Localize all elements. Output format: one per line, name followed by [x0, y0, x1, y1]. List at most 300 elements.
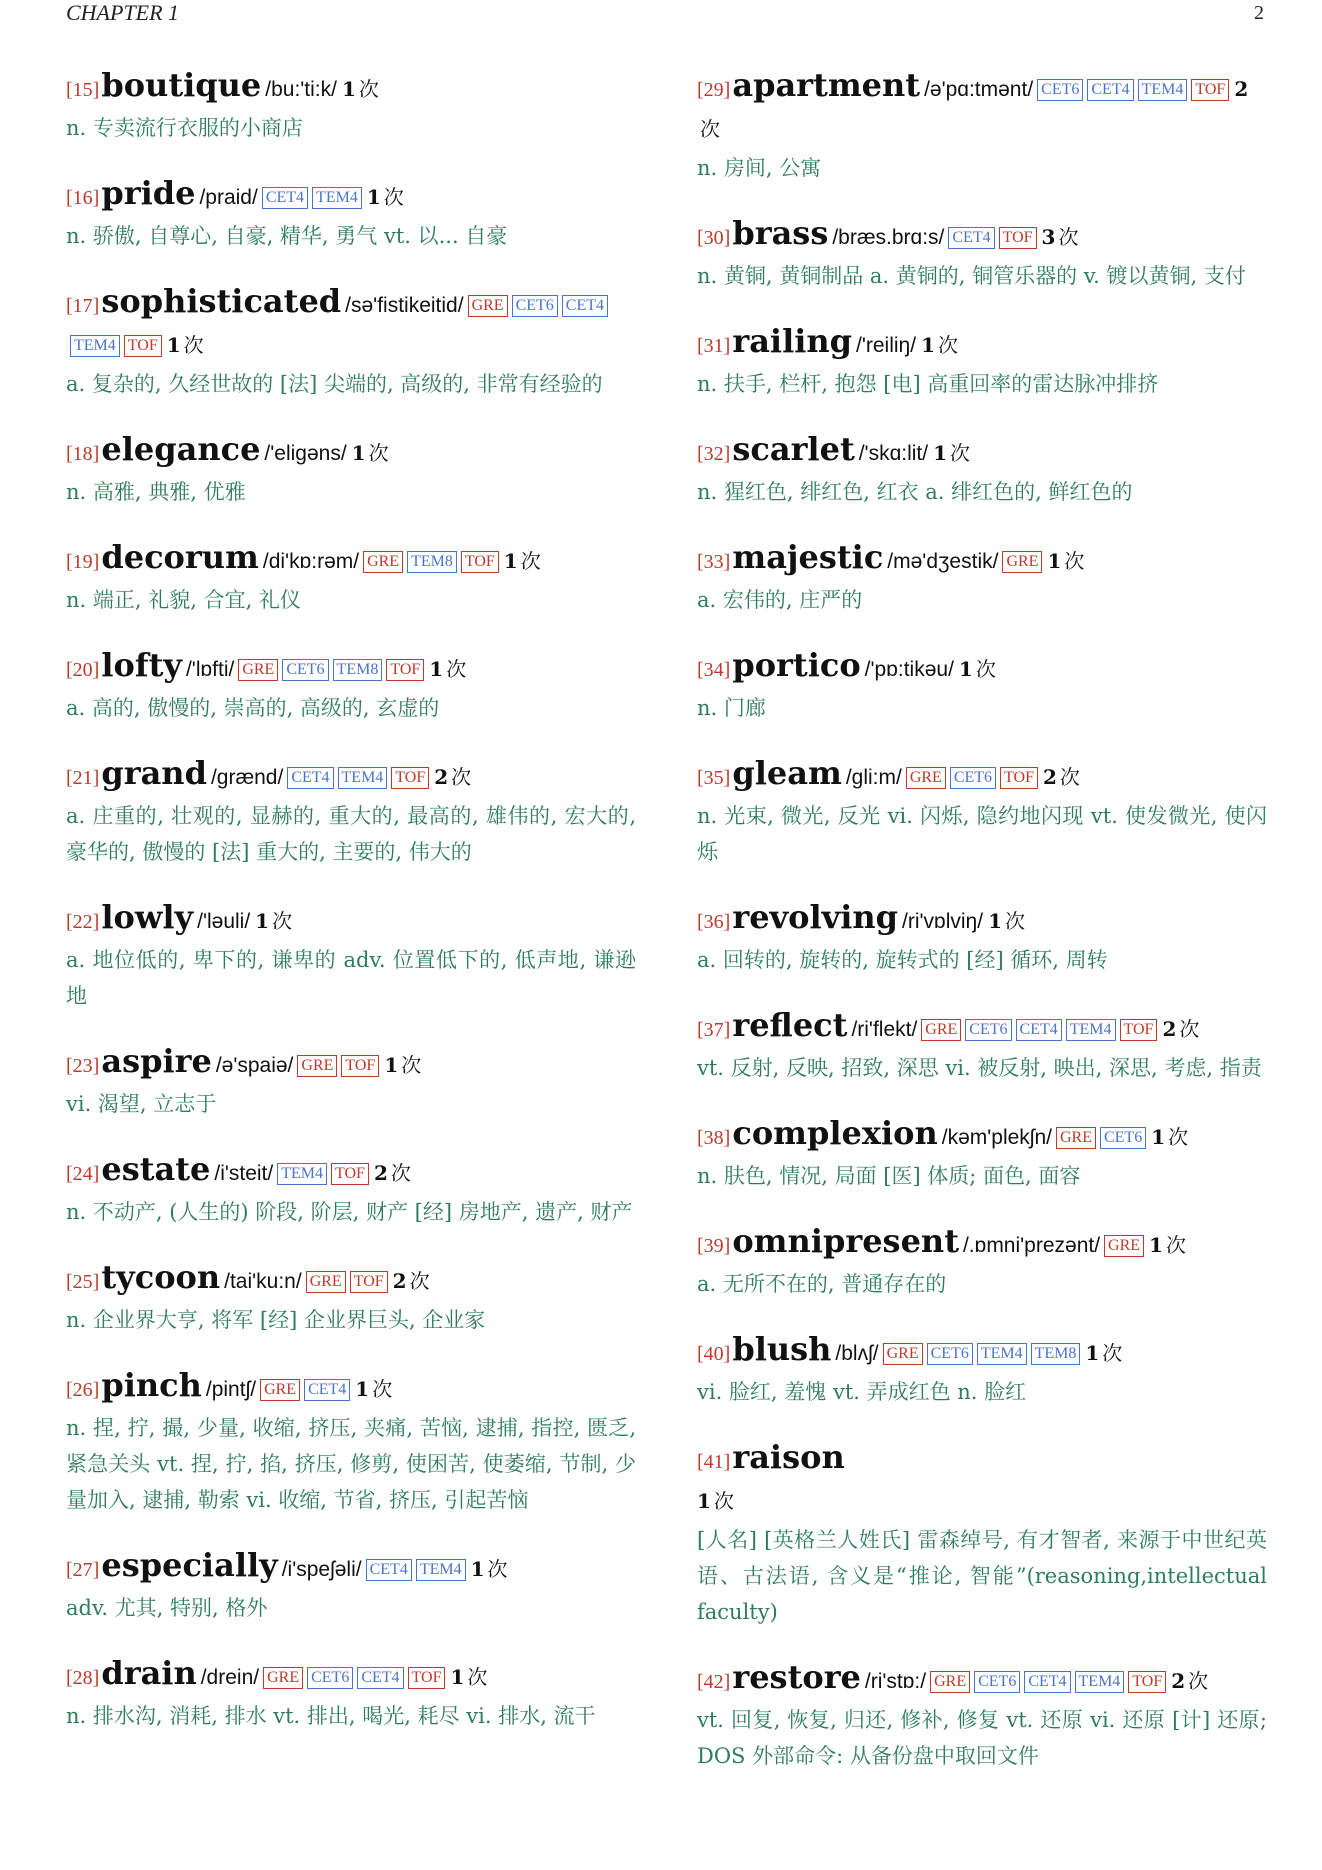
- exam-tag: GRE: [297, 1055, 337, 1077]
- entry-word: scarlet: [732, 430, 855, 468]
- count-number: 1: [355, 1377, 370, 1401]
- entry-definition: a. 无所不在的, 普通存在的: [697, 1272, 947, 1296]
- exam-tag: CET6: [307, 1667, 353, 1689]
- entry-pronunciation: /ə'spaiə/: [215, 1054, 294, 1077]
- entry-pronunciation: /i'steit/: [214, 1162, 274, 1185]
- entry-definition: n. 高雅, 典雅, 优雅: [66, 480, 246, 504]
- exam-tag: TEM8: [1031, 1343, 1081, 1365]
- exam-tag: CET6: [282, 659, 328, 681]
- count-number: 2: [373, 1161, 388, 1185]
- exam-tag: TOF: [331, 1163, 369, 1185]
- entry-count: [393, 1269, 430, 1293]
- vocab-entry: [697, 1658, 1267, 1774]
- entry-pronunciation: /bu:'ti:k/: [265, 78, 337, 101]
- count-unit: 次: [383, 185, 404, 209]
- exam-tag: GRE: [921, 1019, 961, 1041]
- count-unit: 次: [487, 1557, 508, 1581]
- entry-count: [988, 909, 1025, 933]
- count-number: 2: [434, 765, 449, 789]
- exam-tag: GRE: [260, 1379, 300, 1401]
- vocab-entry: [66, 898, 636, 1014]
- exam-tag: TOF: [1000, 767, 1038, 789]
- entry-headline: [697, 214, 1267, 258]
- entry-headline: [66, 174, 636, 218]
- count-unit: 次: [1168, 1125, 1189, 1149]
- count-unit: 次: [358, 77, 379, 101]
- entry-count: [1042, 225, 1079, 249]
- entry-pronunciation: /'pɒ:tikəu/: [864, 658, 954, 681]
- page-header: [66, 0, 1264, 30]
- entry-word: revolving: [732, 898, 899, 936]
- exam-tag: TOF: [1191, 79, 1229, 101]
- entry-index: [15]: [66, 79, 100, 101]
- vocab-entry: [697, 1006, 1267, 1086]
- entry-word: pinch: [101, 1366, 202, 1404]
- entry-headline: [66, 538, 636, 582]
- entry-headline: [66, 1546, 636, 1590]
- entry-pronunciation: /ri'stɒ:/: [864, 1670, 927, 1693]
- count-number: 1: [988, 909, 1002, 933]
- entry-pronunciation: /mə'dʒestik/: [887, 550, 999, 573]
- entry-pronunciation: /di'kɒ:rəm/: [262, 550, 360, 573]
- exam-tag: CET4: [1024, 1671, 1070, 1693]
- entry-word: omnipresent: [732, 1222, 959, 1260]
- entry-pronunciation: /i'speʃəli/: [281, 1558, 362, 1581]
- count-unit: 次: [390, 1161, 411, 1185]
- count-number: 1: [470, 1557, 485, 1581]
- exam-tag: TOF: [461, 551, 499, 573]
- count-unit: 次: [1102, 1341, 1123, 1365]
- entry-headline: [66, 898, 636, 942]
- exam-tag: TOF: [124, 335, 162, 357]
- exam-tag: GRE: [263, 1667, 303, 1689]
- count-number: 2: [1042, 765, 1057, 789]
- entry-count: [374, 1161, 411, 1185]
- entry-headline: [66, 1258, 636, 1302]
- entry-headline: [697, 1222, 1267, 1266]
- entry-pronunciation: /tai'ku:n/: [224, 1270, 302, 1293]
- entry-definition: n. 猩红色, 绯红色, 红衣 a. 绯红色的, 鲜红色的: [697, 480, 1133, 504]
- count-unit: 次: [950, 441, 970, 465]
- exam-tag: CET6: [1100, 1127, 1146, 1149]
- entry-word: lowly: [101, 898, 194, 936]
- count-number: 1: [1047, 549, 1062, 573]
- entry-definition: n. 扶手, 栏杆, 抱怨 [电] 高重回率的雷达脉冲排挤: [697, 372, 1159, 396]
- entry-count: [342, 77, 379, 101]
- exam-tag: CET4: [262, 187, 308, 209]
- entry-index: [18]: [66, 443, 100, 465]
- exam-tag: CET6: [974, 1671, 1020, 1693]
- entry-index: [39]: [697, 1235, 731, 1257]
- entry-headline: [697, 1114, 1267, 1158]
- exam-tag: TEM4: [1138, 79, 1188, 101]
- count-number: 1: [1085, 1341, 1100, 1365]
- vocab-entry: [697, 1222, 1267, 1302]
- count-number: 2: [392, 1269, 407, 1293]
- vocab-entry: [66, 538, 636, 618]
- count-number: 1: [958, 657, 973, 681]
- entry-count: [471, 1557, 508, 1581]
- exam-tag: GRE: [1056, 1127, 1096, 1149]
- entry-word: restore: [732, 1658, 861, 1696]
- entry-definition: vi. 渴望, 立志于: [66, 1092, 217, 1116]
- count-number: 1: [450, 1665, 465, 1689]
- entry-count: [504, 549, 541, 573]
- vocab-entry: [66, 430, 636, 510]
- entry-headline: [66, 282, 636, 366]
- count-number: 1: [429, 657, 444, 681]
- entry-word: gleam: [732, 754, 842, 792]
- entry-index: [21]: [66, 767, 100, 789]
- count-number: 1: [366, 185, 381, 209]
- chapter-title: CHAPTER 1: [66, 0, 180, 25]
- exam-tag: TOF: [408, 1667, 446, 1689]
- entry-headline: [697, 1006, 1267, 1050]
- entry-word: raison: [732, 1438, 845, 1476]
- count-number: 1: [697, 1489, 711, 1513]
- exam-tag: CET4: [287, 767, 333, 789]
- entry-headline: [697, 646, 1267, 690]
- entry-definition: a. 地位低的, 卑下的, 谦卑的 adv. 位置低下的, 低声地, 谦逊地: [66, 948, 636, 1008]
- count-number: 1: [166, 333, 181, 357]
- count-number: 2: [1234, 77, 1249, 101]
- vocab-entry: [66, 1546, 636, 1626]
- entry-headline: [66, 1042, 636, 1086]
- exam-tag: CET4: [366, 1559, 412, 1581]
- entry-headline: [697, 1658, 1267, 1702]
- entry-headline: [66, 1150, 636, 1194]
- entry-count: [921, 333, 958, 357]
- entry-definition: a. 高的, 傲慢的, 崇高的, 高级的, 玄虚的: [66, 696, 440, 720]
- count-unit: 次: [1188, 1669, 1209, 1693]
- entry-definition: a. 宏伟的, 庄严的: [697, 588, 863, 612]
- entry-definition: a. 复杂的, 久经世故的 [法] 尖端的, 高级的, 非常有经验的: [66, 372, 603, 396]
- exam-tag: GRE: [1002, 551, 1042, 573]
- left-column: [66, 66, 636, 1762]
- entry-index: [25]: [66, 1271, 100, 1293]
- count-unit: 次: [975, 657, 996, 681]
- vocab-entry: [66, 174, 636, 254]
- entry-definition: adv. 尤其, 特别, 格外: [66, 1596, 268, 1620]
- entry-definition: a. 庄重的, 壮观的, 显赫的, 重大的, 最高的, 雄伟的, 宏大的, 豪华的, 傲慢的 [法] 重大的, 主要的, 伟大的: [66, 804, 636, 864]
- entry-word: pride: [101, 174, 196, 212]
- count-unit: 次: [451, 765, 472, 789]
- exam-tag: CET4: [304, 1379, 350, 1401]
- count-number: 1: [1149, 1233, 1163, 1257]
- exam-tag: CET4: [1016, 1019, 1062, 1041]
- exam-tag: GRE: [883, 1343, 923, 1365]
- entry-word: reflect: [732, 1006, 848, 1044]
- entry-headline: [66, 430, 636, 474]
- vocab-entry: [697, 1330, 1267, 1410]
- entry-index: [22]: [66, 911, 100, 933]
- entry-pronunciation: /'reiliŋ/: [856, 334, 917, 357]
- vocab-entry: [66, 282, 636, 402]
- entry-definition: n. 门廊: [697, 696, 766, 720]
- entry-word: blush: [732, 1330, 832, 1368]
- entry-count: [352, 441, 389, 465]
- entry-definition: n. 企业界大亨, 将军 [经] 企业界巨头, 企业家: [66, 1308, 486, 1332]
- entry-definition: n. 房间, 公寓: [697, 156, 822, 180]
- vocab-entry: [697, 1438, 1267, 1630]
- entry-index: [42]: [697, 1671, 731, 1693]
- entry-word: majestic: [732, 538, 884, 576]
- count-unit: 次: [401, 1053, 422, 1077]
- entry-index: [32]: [697, 443, 731, 465]
- entry-definition: vt. 回复, 恢复, 归还, 修补, 修复 vt. 还原 vi. 还原 [计] 还原; DOS 外部命令: 从备份盘中取回文件: [697, 1708, 1267, 1768]
- count-unit: 次: [372, 1377, 393, 1401]
- entry-index: [28]: [66, 1667, 100, 1689]
- entry-headline: [697, 898, 1267, 942]
- entry-index: [23]: [66, 1055, 100, 1077]
- count-unit: 次: [409, 1269, 430, 1293]
- exam-tag: TOF: [1120, 1019, 1158, 1041]
- entry-index: [37]: [697, 1019, 731, 1041]
- entry-word: decorum: [101, 538, 259, 576]
- count-unit: 次: [1004, 909, 1025, 933]
- exam-tag: TEM4: [416, 1559, 466, 1581]
- exam-tag: GRE: [363, 551, 403, 573]
- count-unit: 次: [713, 1489, 734, 1513]
- exam-tag: TEM4: [1066, 1019, 1116, 1041]
- exam-tag: CET6: [512, 295, 558, 317]
- entry-count: [434, 765, 471, 789]
- entry-definition: n. 端正, 礼貌, 合宜, 礼仪: [66, 588, 301, 612]
- entry-index: [40]: [697, 1343, 731, 1365]
- count-number: 1: [351, 441, 366, 465]
- entry-word: apartment: [732, 66, 921, 104]
- entry-headline: [66, 1654, 636, 1698]
- entry-count: [697, 1489, 734, 1513]
- entry-word: grand: [101, 754, 207, 792]
- entry-pronunciation: /ri'vɒlviŋ/: [902, 910, 984, 933]
- entry-count: [1151, 1125, 1188, 1149]
- entry-index: [20]: [66, 659, 100, 681]
- vocab-entry: [697, 1114, 1267, 1194]
- entry-headline: [697, 430, 1267, 474]
- entry-count: [1085, 1341, 1122, 1365]
- entry-headline: [697, 538, 1267, 582]
- entry-definition: n. 排水沟, 消耗, 排水 vt. 排出, 喝光, 耗尽 vi. 排水, 流干: [66, 1704, 596, 1728]
- count-unit: 次: [1059, 765, 1080, 789]
- entry-definition: vt. 反射, 反映, 招致, 深思 vi. 被反射, 映出, 深思, 考虑, 指责: [697, 1056, 1262, 1080]
- entry-index: [31]: [697, 335, 731, 357]
- entry-definition: n. 不动产, (人生的) 阶段, 阶层, 财产 [经] 房地产, 遗产, 财产: [66, 1200, 633, 1224]
- exam-tag: CET4: [357, 1667, 403, 1689]
- vocab-entry: [697, 214, 1267, 294]
- exam-tag: TOF: [386, 659, 424, 681]
- exam-tag: TEM4: [312, 187, 362, 209]
- exam-tag: TEM4: [70, 335, 120, 357]
- exam-tag: GRE: [930, 1671, 970, 1693]
- count-number: 1: [503, 549, 518, 573]
- count-unit: 次: [1064, 549, 1085, 573]
- exam-tag: TOF: [391, 767, 429, 789]
- entry-word: elegance: [101, 430, 261, 468]
- exam-tag: TEM4: [338, 767, 388, 789]
- exam-tag: TOF: [999, 227, 1037, 249]
- count-number: 1: [1151, 1125, 1166, 1149]
- count-number: 1: [921, 333, 935, 357]
- exam-tag: TOF: [350, 1271, 388, 1293]
- exam-tag: TEM4: [1075, 1671, 1125, 1693]
- count-number: 1: [933, 441, 947, 465]
- count-unit: 次: [1165, 1233, 1186, 1257]
- entry-pronunciation: /'ləuli/: [197, 910, 251, 933]
- entry-word: estate: [101, 1150, 211, 1188]
- entry-count: [429, 657, 466, 681]
- count-number: 2: [1162, 1017, 1177, 1041]
- count-unit: 次: [1058, 225, 1079, 249]
- entry-pronunciation: /pintʃ/: [205, 1378, 257, 1401]
- exam-tag: GRE: [468, 295, 508, 317]
- exam-tag: CET6: [950, 767, 996, 789]
- entry-count: [450, 1665, 487, 1689]
- count-unit: 次: [368, 441, 389, 465]
- exam-tag: CET4: [562, 295, 608, 317]
- entry-word: complexion: [732, 1114, 938, 1152]
- exam-tag: TEM4: [977, 1343, 1027, 1365]
- entry-index: [17]: [66, 295, 100, 317]
- count-number: 3: [1041, 225, 1056, 249]
- entry-definition: n. 光束, 微光, 反光 vi. 闪烁, 隐约地闪现 vt. 使发微光, 使闪烁: [697, 804, 1267, 864]
- entry-headline: [66, 1366, 636, 1410]
- exam-tag: CET4: [948, 227, 994, 249]
- entry-index: [38]: [697, 1127, 731, 1149]
- vocab-entry: [66, 1366, 636, 1518]
- entry-pronunciation: /praid/: [199, 186, 258, 209]
- entry-headline: [66, 646, 636, 690]
- vocab-entry: [66, 1654, 636, 1734]
- exam-tag: CET6: [1037, 79, 1083, 101]
- vocab-entry: [697, 538, 1267, 618]
- entry-index: [26]: [66, 1379, 100, 1401]
- exam-tag: TEM4: [277, 1163, 327, 1185]
- entry-count: [355, 1377, 392, 1401]
- count-unit: 次: [1179, 1017, 1200, 1041]
- entry-definition: n. 骄傲, 自尊心, 自豪, 精华, 勇气 vt. 以... 自豪: [66, 224, 508, 248]
- entry-word: especially: [101, 1546, 278, 1584]
- entry-pronunciation: /blʌʃ/: [835, 1342, 879, 1365]
- entry-definition: n. 肤色, 情况, 局面 [医] 体质; 面色, 面容: [697, 1164, 1081, 1188]
- vocab-entry: [66, 754, 636, 870]
- entry-headline: [66, 66, 636, 110]
- entry-word: aspire: [101, 1042, 212, 1080]
- entry-pronunciation: /ə'pɑ:tmənt/: [924, 78, 1034, 101]
- entry-definition: n. 黄铜, 黄铜制品 a. 黄铜的, 铜管乐器的 v. 镀以黄铜, 支付: [697, 264, 1246, 288]
- entry-headline: [66, 754, 636, 798]
- entry-definition: [人名] [英格兰人姓氏] 雷森绰号, 有才智者, 来源于中世纪英语、古法语, 含义是“推论, 智能”(reasoning,intellectual faculty): [697, 1528, 1267, 1624]
- entry-word: boutique: [101, 66, 262, 104]
- entry-count: [1162, 1017, 1199, 1041]
- vocab-entry: [697, 430, 1267, 510]
- entry-headline: [697, 1438, 1267, 1522]
- count-number: 1: [255, 909, 270, 933]
- count-unit: 次: [183, 333, 204, 357]
- vocab-entry: [66, 646, 636, 726]
- entry-index: [41]: [697, 1451, 731, 1473]
- vocab-entry: [697, 322, 1267, 402]
- count-unit: 次: [467, 1665, 488, 1689]
- exam-tag: GRE: [906, 767, 946, 789]
- entry-word: railing: [732, 322, 853, 360]
- entry-word: lofty: [101, 646, 182, 684]
- entry-count: [959, 657, 996, 681]
- entry-headline: [697, 322, 1267, 366]
- entry-count: [1171, 1669, 1208, 1693]
- entry-definition: a. 回转的, 旋转的, 旋转式的 [经] 循环, 周转: [697, 948, 1108, 972]
- count-unit: 次: [937, 333, 958, 357]
- vocab-entry: [697, 898, 1267, 978]
- right-column: [697, 66, 1267, 1802]
- entry-word: sophisticated: [101, 282, 342, 320]
- vocab-entry: [66, 1042, 636, 1122]
- vocab-entry: [66, 1258, 636, 1338]
- entry-pronunciation: /sə'fistikeitid/: [345, 294, 464, 317]
- entry-index: [29]: [697, 79, 731, 101]
- exam-tag: TEM8: [407, 551, 457, 573]
- vocab-entry: [697, 66, 1267, 186]
- entry-headline: [697, 754, 1267, 798]
- entry-count: [1043, 765, 1080, 789]
- entry-count: [384, 1053, 421, 1077]
- entry-pronunciation: /drein/: [200, 1666, 260, 1689]
- entry-count: [1047, 549, 1084, 573]
- entry-count: [933, 441, 970, 465]
- vocab-entry: [697, 754, 1267, 870]
- entry-headline: [697, 66, 1267, 150]
- vocab-entry: [66, 1150, 636, 1230]
- entry-pronunciation: /ri'flekt/: [851, 1018, 918, 1041]
- count-unit: 次: [520, 549, 541, 573]
- count-unit: 次: [446, 657, 467, 681]
- exam-tag: TOF: [1128, 1671, 1166, 1693]
- entry-definition: n. 专卖流行衣服的小商店: [66, 116, 303, 140]
- entry-count: [367, 185, 404, 209]
- exam-tag: CET4: [1087, 79, 1133, 101]
- entry-count: [1149, 1233, 1186, 1257]
- count-number: 1: [341, 77, 356, 101]
- entry-word: tycoon: [101, 1258, 221, 1296]
- entry-index: [33]: [697, 551, 731, 573]
- count-number: 2: [1171, 1669, 1186, 1693]
- entry-index: [30]: [697, 227, 731, 249]
- entry-count: [255, 909, 292, 933]
- entry-definition: n. 捏, 拧, 撮, 少量, 收缩, 挤压, 夹痛, 苦恼, 逮捕, 指控, 匮乏, 紧急关头 vt. 捏, 拧, 掐, 挤压, 修剪, 使困苦, 使萎缩, 节制, 少量加入, 逮捕, 勒索 vi. 收缩, 节省, 挤压, 引起苦恼: [66, 1416, 636, 1512]
- entry-word: drain: [101, 1654, 197, 1692]
- exam-tag: CET6: [927, 1343, 973, 1365]
- count-unit: 次: [700, 117, 720, 141]
- entry-word: brass: [732, 214, 829, 252]
- entry-index: [36]: [697, 911, 731, 933]
- entry-index: [35]: [697, 767, 731, 789]
- entry-pronunciation: /kəm'plekʃn/: [941, 1126, 1052, 1149]
- vocab-entry: [66, 66, 636, 146]
- exam-tag: GRE: [238, 659, 278, 681]
- entry-pronunciation: /'skɑ:lit/: [858, 442, 929, 465]
- page-number: 2: [1254, 2, 1264, 24]
- entry-word: portico: [732, 646, 861, 684]
- entry-index: [34]: [697, 659, 731, 681]
- entry-index: [27]: [66, 1559, 100, 1581]
- entry-definition: vi. 脸红, 羞愧 vt. 弄成红色 n. 脸红: [697, 1380, 1027, 1404]
- exam-tag: CET6: [965, 1019, 1011, 1041]
- exam-tag: GRE: [1104, 1235, 1144, 1257]
- exam-tag: TOF: [341, 1055, 379, 1077]
- entry-pronunciation: /grænd/: [210, 766, 284, 789]
- entry-pronunciation: /'lɒfti/: [185, 658, 235, 681]
- entry-index: [19]: [66, 551, 100, 573]
